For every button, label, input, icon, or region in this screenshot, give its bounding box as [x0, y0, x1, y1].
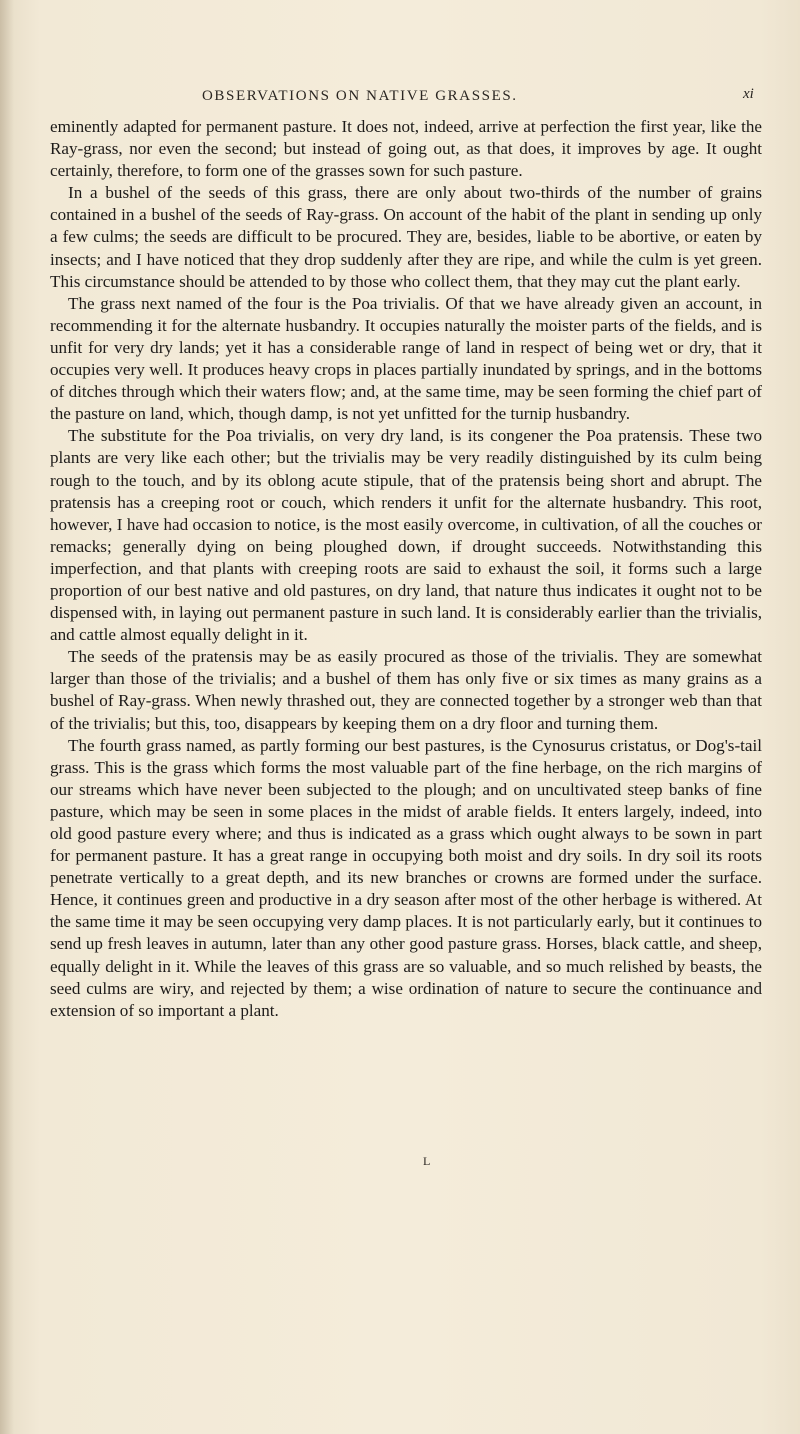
paragraph: In a bushel of the seeds of this grass, there are only about two-thirds of the number of grains contained in a bushel of the seeds of Ray-grass. On account of the habit of the plant in sending up only a few culms; the seeds are difficult to be procured. They are, besides, liable to be abortive, or eaten by insects; and I have noticed that they drop suddenly after they are ripe, and while the culm is yet green. This circumstance should be attended to by those who collect them, that they may cut the plant early. [50, 183, 762, 291]
paragraph: The seeds of the pratensis may be as easily procured as those of the trivialis. They are somewhat larger than those of the trivialis; and a bushel of them has only five or six times as many grains as a bushel of Ray-grass. When newly thrashed out, they are connected together by a stronger web than that of the trivialis; but this, too, disappears by keeping them on a dry floor and turning them. [50, 647, 762, 733]
page-number: xi [743, 86, 754, 102]
body-text [50, 116, 762, 1022]
paragraph: eminently adapted for permanent pasture. It does not, indeed, arrive at perfection the first year, like the Ray-grass, nor even the second; but instead of going out, as that does, it improves by age. It ought certainly, therefore, to form one of the grasses sown for such pasture. [50, 117, 762, 181]
running-title: OBSERVATIONS ON NATIVE GRASSES. [202, 88, 518, 104]
paragraph: The grass next named of the four is the Poa trivialis. Of that we have already given an account, in recommending it for the alternate husbandry. It occupies naturally the moister parts of the fields, and is unfit for very dry lands; yet it has a considerable range of land in respect of being wet or dry, that it occupies very well. It produces heavy crops in places partially inundated by springs, and in the bottoms of ditches through which their waters flow; and, at the same time, may be seen forming the chief part of the pasture on land, which, though damp, is not yet unfitted for the turnip husbandry. [50, 293, 762, 424]
paragraph: The substitute for the Poa trivialis, on very dry land, is its congener the Poa pratensis. These two plants are very like each other; but the trivialis may be very readily distinguished by its culm being rough to the touch, and by its oblong acute stipule, that of the pratensis being short and abrupt. The pratensis has a creeping root or couch, which renders it unfit for the alternate husbandry. This root, however, I have had occasion to notice, is the most easily overcome, in cultivation, of all the couches or remacks; generally dying on being ploughed down, if drought succeeds. Notwithstanding this imperfection, and that plants with creeping roots are said to exhaust the soil, it forms such a large proportion of our best native and old pastures, on dry land, that nature thus indicates it ought not to be dispensed with, in laying out permanent pasture in such land. It is considerably earlier than the trivialis, and cattle almost equally delight in it. [50, 426, 762, 645]
gutter-shadow [0, 0, 14, 1434]
signature-letter: L [423, 1154, 431, 1168]
paragraph: The fourth grass named, as partly forming our best pastures, is the Cynosurus cristatus, or Dog's-tail grass. This is the grass which forms the most valuable part of the fine herbage, on the rich margins of our streams which have never been subjected to the plough; and on uncultivated steep banks of fine pasture, which may be seen in some places in the midst of arable fields. It enters largely, indeed, into old good pasture every where; and thus is indicated as a grass which ought always to be sown in part for permanent pasture. It has a great range in occupying both moist and dry soils. In dry soil its roots penetrate vertically to a great depth, and its new branches or crowns are formed under the surface. Hence, it continues green and productive in a dry season after most of the other herbage is withered. At the same time it may be seen occupying very damp places. It is not particularly early, but it continues to send up fresh leaves in autumn, later than any other good pasture grass. Horses, black cattle, and sheep, equally delight in it. While the leaves of this grass are so valuable, and so much relished by beasts, the seed culms are wiry, and rejected by them; a wise ordination of nature to secure the continuance and extension of so important a plant. [50, 735, 762, 1020]
